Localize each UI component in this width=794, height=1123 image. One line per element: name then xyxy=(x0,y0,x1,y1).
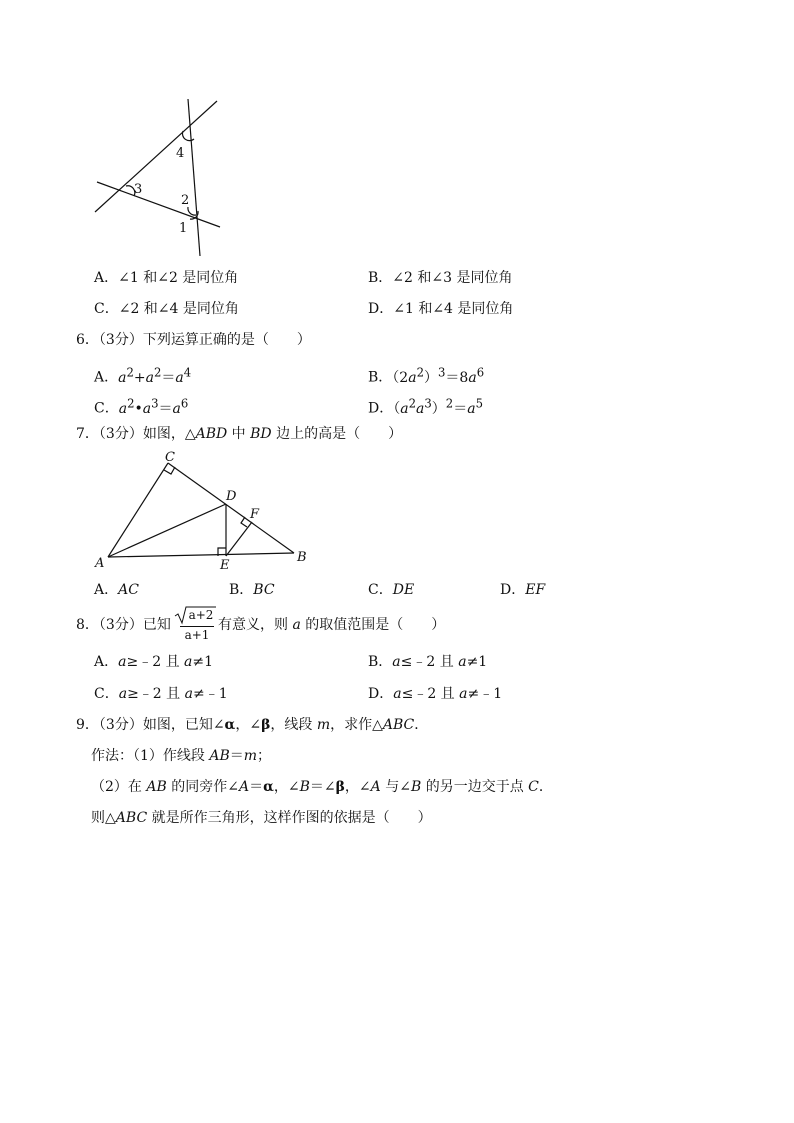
angle-arc-3 xyxy=(126,186,135,196)
option-letter: C． xyxy=(94,301,119,317)
option-text: a≥﹣2 且 a≠1 xyxy=(118,654,214,670)
option-letter: D． xyxy=(368,686,394,702)
right-angle-f xyxy=(241,517,247,527)
point-label-b: B xyxy=(297,550,307,565)
option-text: a≤﹣2 且 a≠﹣1 xyxy=(393,686,503,702)
q9-method-line-3: 则△ABC 就是所作三角形，这样作图的依据是（ ） xyxy=(91,810,432,826)
q9-stem: 9．（3分）如图，已知∠α，∠β，线段 m，求作△ABC． xyxy=(76,717,429,733)
q7-stem: 7．（3分）如图，△ABD 中 BD 边上的高是（ ） xyxy=(76,426,403,442)
option-text: ∠2 和∠3 是同位角 xyxy=(392,270,513,286)
line-3 xyxy=(188,99,200,256)
q8-stem-suffix: 有意义，则 a 的取值范围是（ ） xyxy=(218,617,446,633)
option-letter: B． xyxy=(229,582,254,598)
line-1 xyxy=(95,101,217,212)
point-label-a: A xyxy=(95,556,105,571)
option-letter: D． xyxy=(368,301,394,317)
option-text: BC xyxy=(253,582,275,598)
option-text: AC xyxy=(118,582,139,598)
option-text: a≥﹣2 且 a≠﹣1 xyxy=(118,686,228,702)
q5-option-b[interactable] xyxy=(368,269,512,287)
point-label-f: F xyxy=(250,507,260,522)
segment-cb xyxy=(168,463,294,553)
fraction-bar xyxy=(180,626,214,627)
q5-option-d[interactable] xyxy=(368,300,513,318)
fraction-numerator: a+2 xyxy=(188,608,214,622)
point-label-d: D xyxy=(226,489,237,504)
q9-method-line-1: 作法：（1）作线段 AB＝m； xyxy=(91,748,272,764)
option-text: $(a^2a^3)^2=a^5$ xyxy=(393,396,483,417)
right-angle-c xyxy=(164,467,175,474)
segment-ad xyxy=(108,504,226,557)
option-text: $(2a^2)^3=8a^6$ xyxy=(392,365,485,386)
q8-stem-prefix: 8．（3分）已知 xyxy=(76,617,171,633)
q6-option-b[interactable] xyxy=(368,363,484,387)
option-text: EF xyxy=(525,582,546,598)
angle-label-1: 1 xyxy=(179,221,188,236)
option-letter: A． xyxy=(94,654,119,670)
option-letter: C． xyxy=(94,686,119,702)
option-letter: B． xyxy=(368,654,393,670)
q5-option-c[interactable] xyxy=(94,300,239,318)
q6-option-d[interactable] xyxy=(368,394,483,418)
angle-arc-2 xyxy=(188,207,196,215)
angle-label-3: 3 xyxy=(134,182,143,197)
q6-option-c[interactable] xyxy=(94,394,188,418)
option-letter: C． xyxy=(368,582,393,598)
angle-arc-1 xyxy=(190,211,198,219)
option-text: DE xyxy=(392,582,415,598)
option-text: $a^2+a^2=a^4$ xyxy=(118,365,192,386)
point-label-c: C xyxy=(165,450,175,465)
q8-option-d[interactable] xyxy=(368,685,502,703)
q8-option-b[interactable] xyxy=(368,653,487,671)
segment-ef xyxy=(226,522,252,556)
option-letter: D． xyxy=(500,582,526,598)
point-label-e: E xyxy=(220,558,230,573)
option-letter: A． xyxy=(94,369,119,386)
option-letter: C． xyxy=(94,400,119,417)
option-text: a≤﹣2 且 a≠1 xyxy=(392,654,488,670)
q8-option-a[interactable] xyxy=(94,653,213,671)
q7-option-b[interactable] xyxy=(229,581,275,599)
q7-option-d[interactable] xyxy=(500,581,545,599)
fraction-denominator: a+1 xyxy=(184,628,210,642)
right-angle-e xyxy=(218,548,226,556)
option-text: ∠1 和∠2 是同位角 xyxy=(118,270,239,286)
line-2 xyxy=(97,182,220,227)
q7-option-c[interactable] xyxy=(368,581,414,599)
segment-ac xyxy=(108,463,168,557)
angle-label-4: 4 xyxy=(176,146,185,161)
q8-fraction xyxy=(174,605,216,643)
option-text: ∠2 和∠4 是同位角 xyxy=(118,301,239,317)
option-letter: A． xyxy=(94,582,119,598)
option-letter: B． xyxy=(368,270,393,286)
option-text: ∠1 和∠4 是同位角 xyxy=(393,301,514,317)
option-text: $a^2•a^3=a^6$ xyxy=(118,396,189,417)
angle-arc-4 xyxy=(182,131,194,141)
q6-stem: 6．（3分）下列运算正确的是（ ） xyxy=(76,332,311,348)
q7-option-a[interactable] xyxy=(94,581,139,599)
q6-option-a[interactable] xyxy=(94,363,191,387)
q5-option-a[interactable] xyxy=(94,269,238,287)
q9-method-line-2: （2）在 AB 的同旁作∠A＝α，∠B＝∠β，∠A 与∠B 的另一边交于点 C． xyxy=(91,779,553,795)
option-letter: D． xyxy=(368,400,394,417)
option-letter: A． xyxy=(94,270,119,286)
segment-ab xyxy=(108,553,294,557)
option-letter: B． xyxy=(368,369,393,386)
angle-label-2: 2 xyxy=(181,193,190,208)
q8-option-c[interactable] xyxy=(94,685,228,703)
